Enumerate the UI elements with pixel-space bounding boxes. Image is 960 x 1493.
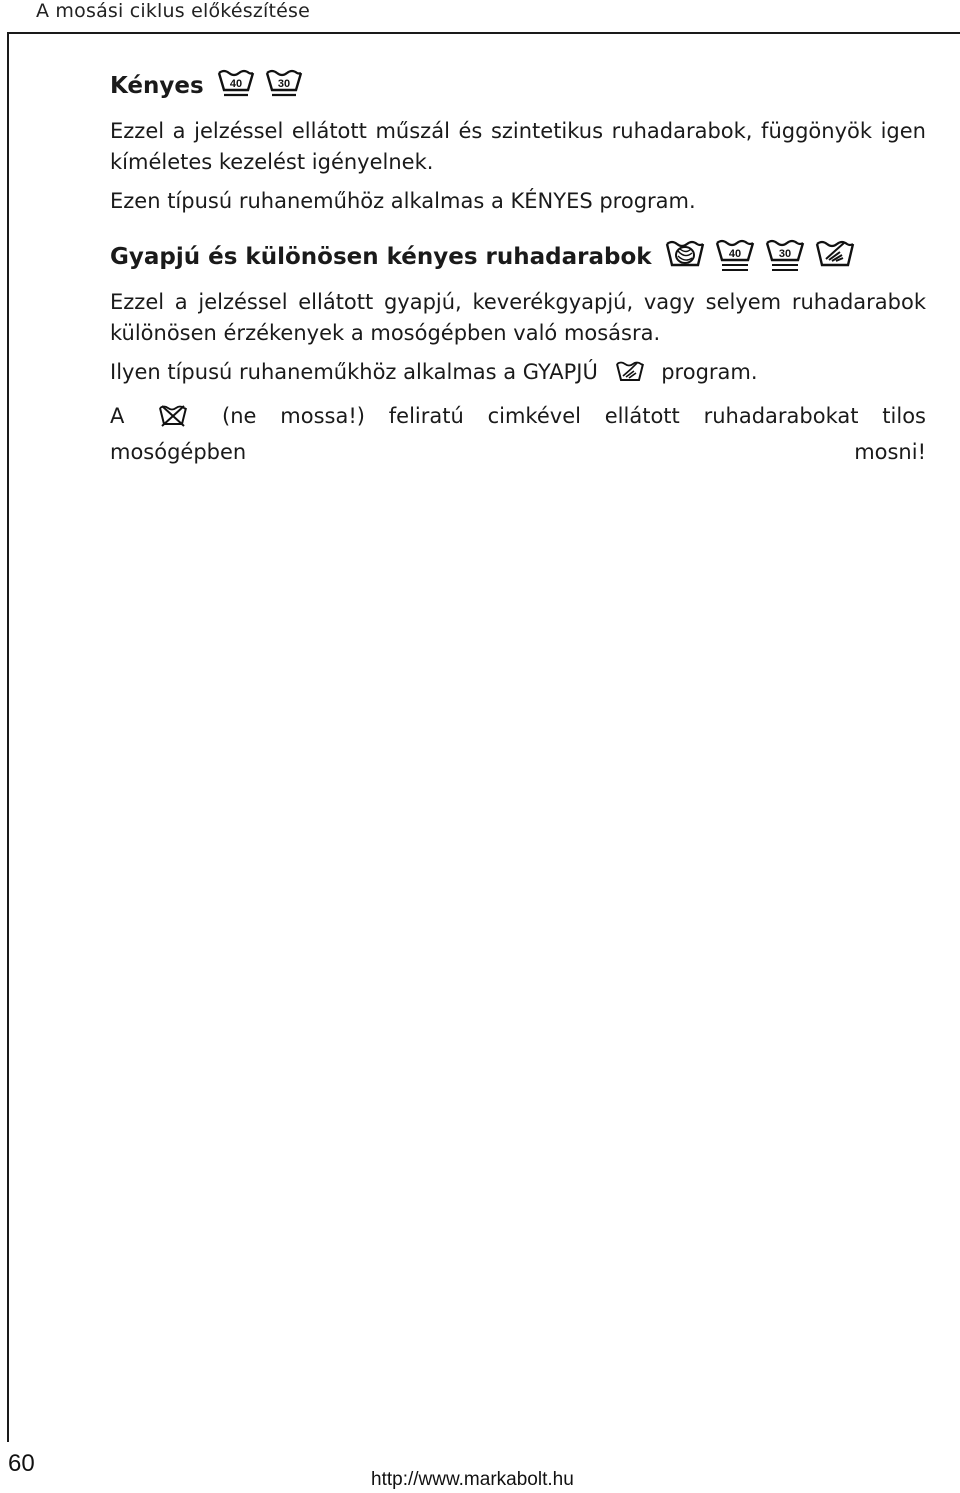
section-heading: [110, 237, 926, 277]
svg-text:40: 40: [728, 248, 741, 260]
svg-text:30: 30: [277, 78, 290, 90]
washtub-30-gentle-icon: [264, 68, 304, 104]
section-wool: [110, 237, 926, 468]
svg-text:30: 30: [778, 248, 791, 260]
do-not-wash-icon: [158, 404, 188, 437]
wool-paragraph-2: [110, 357, 926, 393]
footer-url[interactable]: http://www.markabolt.hu: [371, 1469, 574, 1490]
wool-paragraph-1: Ezzel a jelzéssel ellátott gyapjú, keverékgyapjú, vagy selyem ruhadarabok különösen érzékenyek a mosógépben való mosásra.: [110, 290, 926, 345]
section-heading-text: Gyapjú és különösen kényes ruhadarabok: [110, 244, 652, 270]
wool-paragraph-2-start: Ilyen típusú ruhaneműkhöz alkalmas a GYAPJÚ: [110, 360, 598, 384]
wool-paragraph-3-start: A: [110, 404, 125, 428]
hand-wash-icon: [814, 239, 856, 275]
delicate-paragraph-1: Ezzel a jelzéssel ellátott műszál és szintetikus ruhadarabok, függönyök igen kíméletes kezelést igényelnek.: [110, 119, 926, 174]
page-number: 60: [8, 1450, 35, 1477]
frame-top-rule: [7, 32, 960, 34]
main-content: [110, 66, 926, 468]
section-delicate: [110, 66, 926, 217]
washtub-40-gentle-icon: [216, 68, 256, 104]
running-header: A mosási ciklus előkészítése: [36, 0, 311, 22]
section-heading: [110, 66, 926, 106]
hand-wash-icon: [615, 360, 645, 393]
frame-left-rule: [7, 32, 9, 1442]
washtub-30-very-gentle-icon: [764, 238, 806, 276]
wool-paragraph-3: [110, 401, 926, 468]
wool-paragraph-3-end: (ne mossa!) feliratú cimkével ellátott ruhadarabokat tilos mosógépben mosni!: [110, 404, 926, 464]
washtub-40-very-gentle-icon: [714, 238, 756, 276]
wool-ball-icon: [664, 239, 706, 275]
delicate-paragraph-2: Ezen típusú ruhaneműhöz alkalmas a KÉNYES program.: [110, 189, 696, 213]
wool-paragraph-2-end: program.: [661, 360, 758, 384]
svg-text:40: 40: [229, 78, 242, 90]
section-heading-text: Kényes: [110, 73, 204, 99]
